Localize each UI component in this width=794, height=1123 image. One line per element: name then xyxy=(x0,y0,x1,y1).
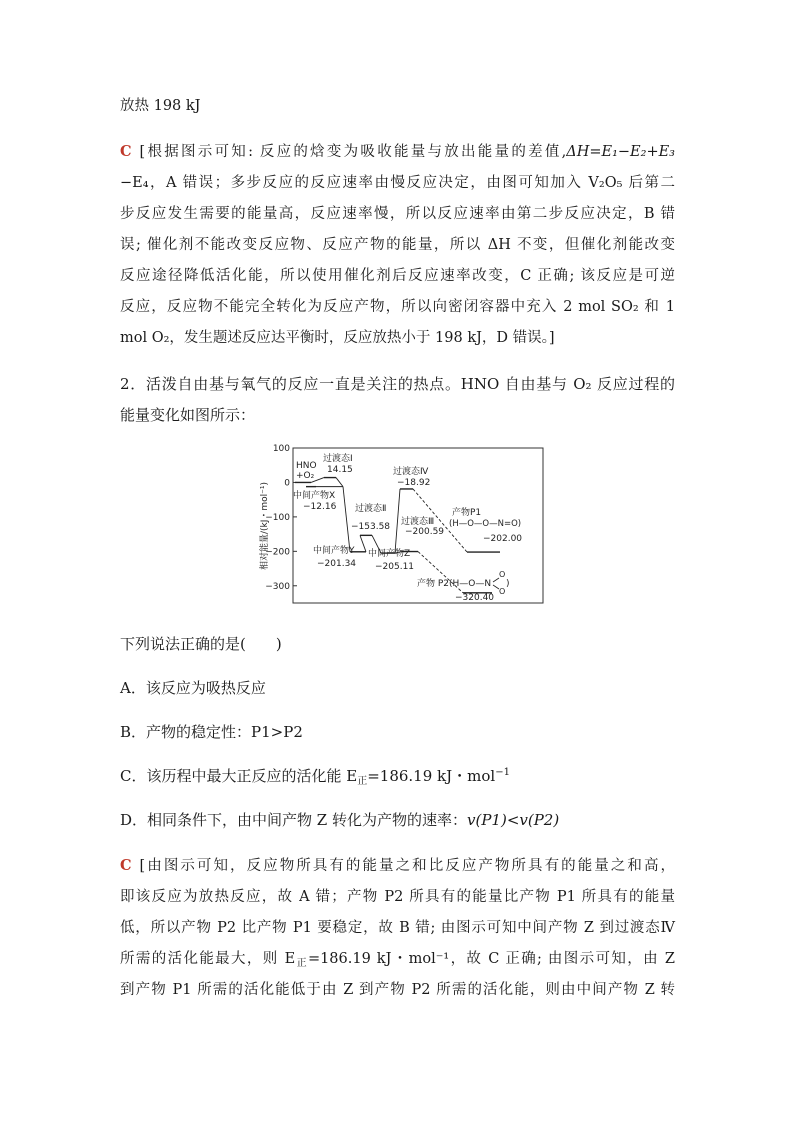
value-p2: −320.40 xyxy=(455,593,495,603)
explanation-text: [根据图示可知: 反应的焓变为吸收能量与放出能量的差值, xyxy=(139,144,567,160)
value-ts1: 14.15 xyxy=(327,465,353,475)
answer-letter: C xyxy=(120,143,132,160)
connector-x-y xyxy=(343,487,350,552)
energy-profile-chart xyxy=(255,444,550,609)
value-ts3: −200.59 xyxy=(405,527,445,537)
label-ts2: 过渡态Ⅱ xyxy=(355,504,387,514)
explanation-1-line-6: 反应，反应物不能完全转化为反应产物，所以向密闭容器中充入 2 mol SO₂ 和 1 xyxy=(120,299,675,315)
question-prompt: 下列说法正确的是( ) xyxy=(120,635,282,653)
y-axis-label: 相对能量/(kJ・mol⁻¹) xyxy=(260,481,270,571)
question-2-line-2: 能量变化如图所示： xyxy=(120,406,256,424)
label-p2: 产物 P2(H—O—N xyxy=(417,579,492,589)
label-y: 中间产物Y xyxy=(313,546,355,556)
value-y: −201.34 xyxy=(317,559,357,569)
explanation-2-line-4: 所需的活化能最大，则 $E_正=186.19$ kJ・mol⁻¹，故 C 正确; 由图示可知，由 Z xyxy=(120,951,676,969)
label-p2-paren: ) xyxy=(506,579,510,589)
explanation-1-line-5: 反应途径降低活化能，所以使用催化剂后反应速率改变，C 正确; 该反应是可逆 xyxy=(120,268,675,284)
explanation-1-line-3: 步反应发生需要的能量高，反应速率慢，所以反应速率由第二步反应决定，B 错 xyxy=(120,206,675,222)
previous-answer-tail: 放热 198 kJ xyxy=(120,98,201,114)
label-x: 中间产物X xyxy=(293,491,336,501)
option-b[interactable]: B．产物的稳定性：P1>P2 xyxy=(120,723,303,741)
label-p2-o-bottom: O xyxy=(499,587,506,596)
option-c[interactable]: C．该历程中最大正反应的活化能 $E_正=186.19$ kJ・mol$^{-1}$ xyxy=(120,767,510,787)
label-hno: HNO xyxy=(296,461,317,471)
question-2-line-1: 2．活泼自由基与氧气的反应一直是关注的热点。HNO 自由基与 O₂ 反应过程的 xyxy=(120,375,675,393)
connector-ts1-x xyxy=(336,478,343,487)
label-ts1: 过渡态Ⅰ xyxy=(323,454,353,464)
value-ts2: −153.58 xyxy=(351,522,391,532)
explanation-2-line-3: 低，所以产物 P2 比产物 P1 要稳定，故 B 错; 由图示可知中间产物 Z 到过渡态Ⅳ xyxy=(120,920,675,936)
explanation-1-line-2: −E₄，A 错误；多步反应的反应速率由慢反应决定，由图可知加入 V₂O₅ 后第二 xyxy=(120,175,675,191)
value-x: −12.16 xyxy=(303,502,337,512)
y-tick-label: −300 xyxy=(265,581,290,592)
explanation-2-line-5: 到产物 P1 所需的活化能低于由 Z 到产物 P2 所需的活化能，则由中间产物 Z 转 xyxy=(120,982,675,998)
value-p1: −202.00 xyxy=(483,534,523,544)
label-ts4: 过渡态Ⅳ xyxy=(393,467,429,477)
label-z: 中间产物Z xyxy=(368,549,411,559)
label-ts3: 过渡态Ⅲ xyxy=(401,517,435,527)
connector-y-ts2 xyxy=(360,535,366,551)
y-tick-label: −100 xyxy=(265,512,290,523)
chart-svg xyxy=(255,444,550,609)
explanation-2-line-2: 即该反应为放热反应，故 A 错；产物 P2 所具有的能量比产物 P1 所具有的能量 xyxy=(120,889,675,905)
y-tick-label: −200 xyxy=(265,547,290,558)
value-ts4: −18.92 xyxy=(397,478,431,488)
label-p1-formula: (H—O—O—N=O) xyxy=(449,519,522,529)
explanation-1-line-1 xyxy=(120,142,675,162)
label-p1: 产物P1 xyxy=(452,508,482,518)
explanation-1-line-4: 误; 催化剂不能改变反应物、反应产物的能量，所以 ΔH 不变，但催化剂能改变 xyxy=(120,237,675,253)
connector-z-ts4 xyxy=(395,489,400,553)
value-z: −205.11 xyxy=(375,562,415,572)
explanation-1-line-7: mol O₂，发生题述反应达平衡时，反应放热小于 198 kJ，D 错误。] xyxy=(120,330,555,346)
y-tick-label: 100 xyxy=(272,444,290,454)
explanation-2-line-1: C [由图示可知，反应物所具有的能量之和比反应产物所具有的能量之和高， xyxy=(120,857,675,874)
label-p2-o-top: O xyxy=(499,570,506,579)
y-ticks xyxy=(265,444,297,592)
enthalpy-formula: ΔH=E₁−E₂+E₃ xyxy=(566,144,675,160)
answer-letter-2: C xyxy=(120,857,132,874)
option-a[interactable]: A．该反应为吸热反应 xyxy=(120,679,266,697)
label-o2: +O₂ xyxy=(296,471,315,481)
option-d[interactable]: D．相同条件下，由中间产物 Z 转化为产物的速率：v(P1)<v(P2) xyxy=(120,811,560,829)
y-tick-label: 0 xyxy=(284,478,290,489)
